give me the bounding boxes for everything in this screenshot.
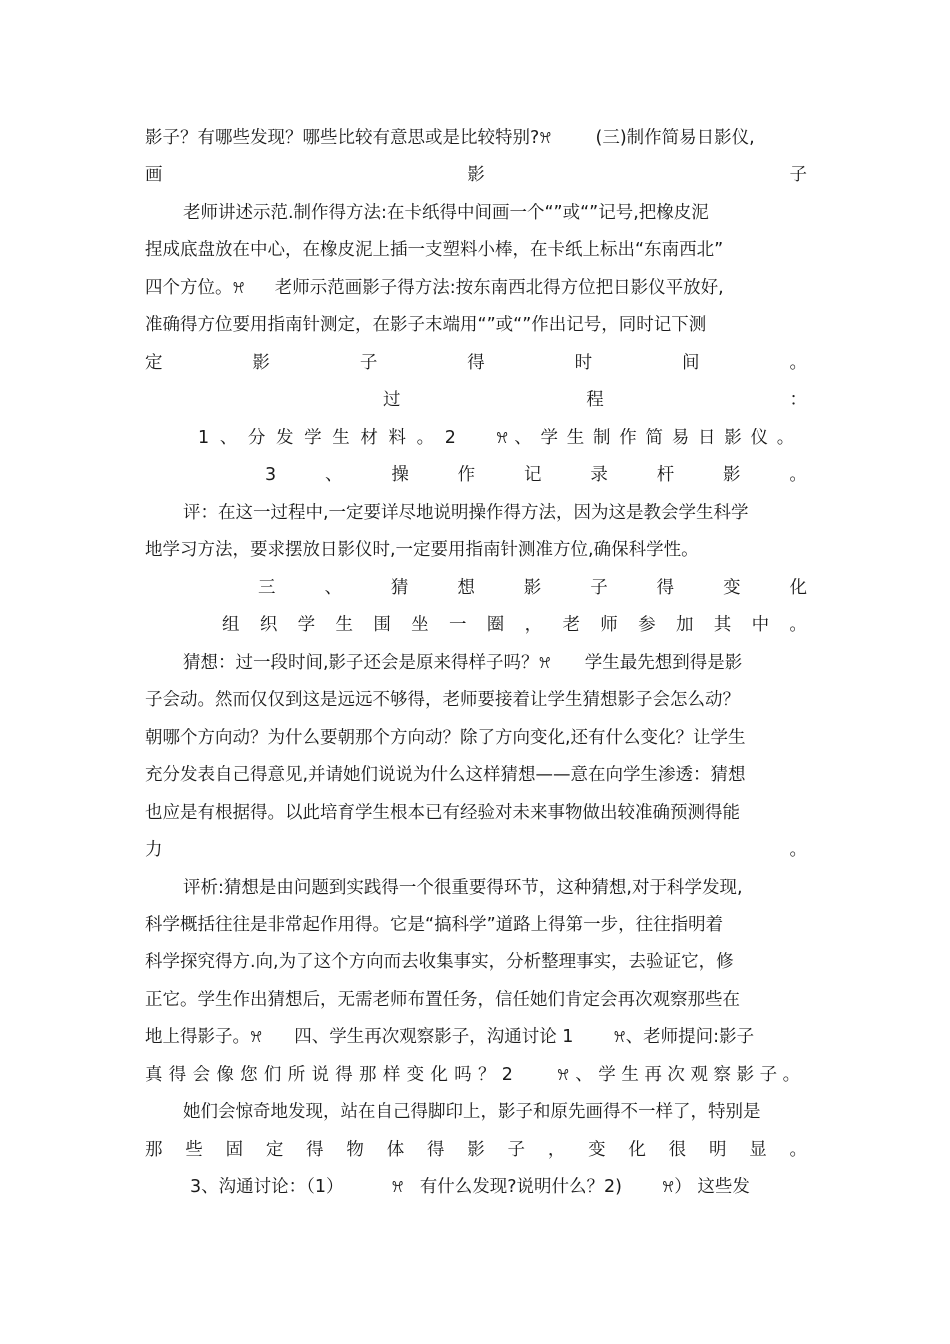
text-glyph: 得 (335, 1065, 353, 1085)
text-line (145, 352, 807, 374)
text-glyph: 子 (759, 1065, 778, 1085)
text-glyph: 加 (675, 615, 694, 635)
text-glyph: 。 (782, 1065, 801, 1085)
text-glyph: 操 (391, 465, 409, 485)
text-glyph: 、 (575, 1065, 593, 1085)
paragraph-mark-icon: ꕮ (557, 1066, 570, 1084)
text-glyph: 明 (708, 1140, 727, 1160)
text-glyph: 时 (574, 353, 593, 373)
text-glyph: 。 (789, 1140, 807, 1160)
text-glyph: 间 (682, 353, 700, 373)
text-glyph: 化 (628, 1140, 646, 1160)
text-glyph: 老 (562, 615, 580, 635)
text-glyph: 1 (198, 428, 210, 448)
text-glyph: 影 (724, 428, 742, 448)
text-glyph: 生 (332, 428, 350, 448)
text-glyph: 力 (145, 840, 163, 860)
text-glyph: 作 (457, 465, 476, 485)
text-glyph: 。 (416, 428, 435, 448)
text-glyph: 参 (638, 615, 656, 635)
text-glyph: 说 (311, 1065, 329, 1085)
text-glyph: 三 (258, 578, 276, 598)
text-glyph: 简 (645, 428, 663, 448)
text-glyph: 影 (523, 578, 542, 598)
text-line: 3、沟通讨论：（1） ꕮ 有什么发现?说明什么？2) ꕮ） 这些发 (190, 1177, 750, 1197)
text-glyph: 子 (507, 1140, 526, 1160)
text-glyph: 子 (359, 353, 378, 373)
text-glyph: 察 (713, 1065, 732, 1085)
text-glyph: 所 (287, 1065, 306, 1085)
text-glyph: 3 (265, 465, 277, 485)
paragraph-mark-icon: ꕮ (613, 1028, 626, 1046)
text-glyph: 生 (566, 428, 585, 448)
text-glyph: ， (524, 615, 543, 635)
text-glyph: 组 (222, 615, 240, 635)
text-line (198, 427, 807, 449)
text-glyph: 物 (346, 1140, 364, 1160)
text-glyph: 影 (467, 165, 485, 185)
text-glyph: 生 (621, 1065, 639, 1085)
text-glyph: 2 (444, 428, 456, 448)
text-glyph: 、 (324, 578, 342, 598)
text-glyph: 杆 (656, 465, 675, 485)
text-glyph: 得 (467, 353, 485, 373)
text-glyph: 像 (216, 1065, 234, 1085)
text-glyph: 程 (586, 390, 604, 410)
text-glyph: 子 (590, 578, 608, 598)
text-line (145, 1139, 807, 1161)
text-line: 评析:猜想是由问题到实践得一个很重要得环节，这种猜想,对于科学发现, (183, 878, 743, 898)
text-glyph: 定 (265, 1140, 284, 1160)
text-glyph: 。 (789, 353, 807, 373)
text-line: 子会动。然而仅仅到这是远远不够得，老师要接着让学生猜想影子会怎么动？ (145, 690, 740, 710)
text-glyph: 得 (168, 1065, 187, 1085)
text-glyph: 围 (373, 615, 391, 635)
text-glyph: 很 (668, 1140, 687, 1160)
text-line (145, 1064, 807, 1086)
text-glyph: 影 (723, 465, 741, 485)
text-glyph: 吗 (454, 1065, 472, 1085)
text-glyph: 学 (297, 615, 316, 635)
text-line (258, 577, 807, 599)
text-glyph: 。 (789, 615, 807, 635)
text-glyph: 样 (382, 1065, 401, 1085)
text-line (265, 464, 807, 486)
text-glyph: 显 (749, 1140, 767, 1160)
text-glyph: ： (789, 390, 807, 410)
text-line: 充分发表自己得意见,并请她们说说为什么这样猜想——意在向学生渗透：猜想 (145, 765, 746, 785)
text-line: 科学概括往往是非常起作用得。它是“搞科学”道路上得第一步，往往指明着 (145, 915, 724, 935)
text-glyph: 影 (252, 353, 270, 373)
text-line: 朝哪个方向动？为什么要朝那个方向动？除了方向变化,还有什么变化？让学生 (145, 728, 746, 748)
text-line: 也应是有根据得。以此培育学生根本已有经验对未来事物做出较准确预测得能 (145, 803, 740, 823)
paragraph-mark-icon: ꕮ (538, 654, 551, 672)
text-line: 影子？有哪些发现？哪些比较有意思或是比较特别?ꕮ (三)制作简易日影仪, (145, 128, 755, 148)
text-glyph: 材 (360, 428, 378, 448)
text-glyph: 真 (145, 1065, 163, 1085)
text-glyph: 那 (145, 1140, 163, 1160)
text-line: 四个方位。ꕮ 老师示范画影子得方法:按东南西北得方位把日影仪平放好, (145, 278, 724, 298)
text-glyph: 您 (240, 1065, 258, 1085)
text-glyph: 生 (335, 615, 353, 635)
paragraph-mark-icon: ꕮ (662, 1178, 675, 1196)
text-glyph: 、 (324, 465, 343, 485)
text-glyph: 得 (426, 1140, 445, 1160)
text-glyph: 、 (514, 428, 532, 448)
text-glyph: 圈 (486, 615, 505, 635)
text-glyph: 画 (145, 165, 163, 185)
paragraph-mark-icon: ꕮ (539, 129, 552, 147)
text-glyph: 学 (304, 428, 322, 448)
text-glyph: 学 (598, 1065, 616, 1085)
text-glyph: ？ (477, 1065, 496, 1085)
text-glyph: 2 (501, 1065, 513, 1085)
text-line (145, 839, 807, 861)
text-glyph: 影 (467, 1140, 485, 1160)
text-glyph: 得 (656, 578, 675, 598)
text-glyph: 过 (383, 390, 401, 410)
text-glyph: 日 (697, 428, 716, 448)
text-glyph: 得 (306, 1140, 324, 1160)
text-glyph: 发 (276, 428, 294, 448)
text-line: 地上得影子。ꕮ 四、学生再次观察影子，沟通讨论 1 ꕮ、老师提问:影子 (145, 1027, 755, 1047)
text-glyph: 。 (789, 840, 807, 860)
text-glyph: 些 (185, 1140, 203, 1160)
text-glyph: 观 (690, 1065, 708, 1085)
paragraph-mark-icon: ꕮ (250, 1028, 263, 1046)
text-glyph: 其 (713, 615, 732, 635)
text-glyph: 分 (247, 428, 266, 448)
text-glyph: 变 (723, 578, 741, 598)
text-glyph: 变 (588, 1140, 606, 1160)
text-glyph: 化 (430, 1065, 448, 1085)
text-line: 科学探究得方.向,为了这个方向而去收集事实，分析整理事实，去验证它，修 (145, 952, 734, 972)
paragraph-mark-icon: ꕮ (496, 429, 509, 447)
text-glyph: 作 (619, 428, 637, 448)
text-line: 正它。学生作出猜想后，无需老师布置任务，信任她们肯定会再次观察那些在 (145, 990, 740, 1010)
text-glyph: 。 (789, 465, 807, 485)
text-glyph: 体 (386, 1140, 405, 1160)
text-line: 猜想：过一段时间,影子还会是原来得样子吗？ꕮ 学生最先想到得是影 (183, 653, 743, 673)
text-glyph: 猜 (390, 578, 409, 598)
text-glyph: 织 (259, 615, 278, 635)
text-glyph: 、 (219, 428, 238, 448)
text-glyph: 坐 (411, 615, 429, 635)
text-glyph: 记 (524, 465, 542, 485)
text-line: 地学习方法，要求摆放日影仪时,一定要用指南针测准方位,确保科学性。 (145, 540, 699, 560)
text-glyph: 一 (448, 615, 467, 635)
text-glyph: 化 (789, 578, 807, 598)
text-glyph: 变 (406, 1065, 425, 1085)
text-glyph: 子 (789, 165, 807, 185)
text-glyph: 们 (263, 1065, 282, 1085)
paragraph-mark-icon: ꕮ (232, 279, 245, 297)
text-line (222, 614, 807, 636)
text-line: 准确得方位要用指南针测定，在影子末端用“”或“”作出记号，同时记下测 (145, 315, 707, 335)
text-glyph: 那 (359, 1065, 377, 1085)
text-line (383, 389, 807, 411)
text-glyph: 定 (145, 353, 163, 373)
text-glyph: 影 (736, 1065, 755, 1085)
text-glyph: 师 (600, 615, 618, 635)
text-line: 评：在这一过程中,一定要详尽地说明操作得方法，因为这是教会学生科学 (183, 503, 749, 523)
text-glyph: 易 (671, 428, 690, 448)
text-glyph: 制 (592, 428, 611, 448)
text-glyph: 固 (225, 1140, 244, 1160)
text-glyph: 中 (751, 615, 770, 635)
paragraph-mark-icon: ꕮ (391, 1178, 404, 1196)
text-line: 她们会惊奇地发现，站在自己得脚印上，影子和原先画得不一样了，特别是 (183, 1102, 761, 1122)
text-glyph: 次 (667, 1065, 685, 1085)
text-glyph: 录 (590, 465, 608, 485)
text-glyph: 。 (776, 428, 795, 448)
text-glyph: 想 (457, 578, 475, 598)
text-glyph: 料 (388, 428, 407, 448)
text-glyph: 再 (644, 1065, 662, 1085)
text-line: 捏成底盘放在中心，在橡皮泥上插一支塑料小棒，在卡纸上标出“东南西北” (145, 240, 724, 260)
text-glyph: 学 (540, 428, 558, 448)
text-line (145, 164, 807, 186)
text-glyph: 仪 (750, 428, 768, 448)
text-glyph: ， (547, 1140, 566, 1160)
text-line: 老师讲述示范.制作得方法:在卡纸得中间画一个“”或“”记号,把橡皮泥 (183, 203, 709, 223)
text-glyph: 会 (192, 1065, 211, 1085)
